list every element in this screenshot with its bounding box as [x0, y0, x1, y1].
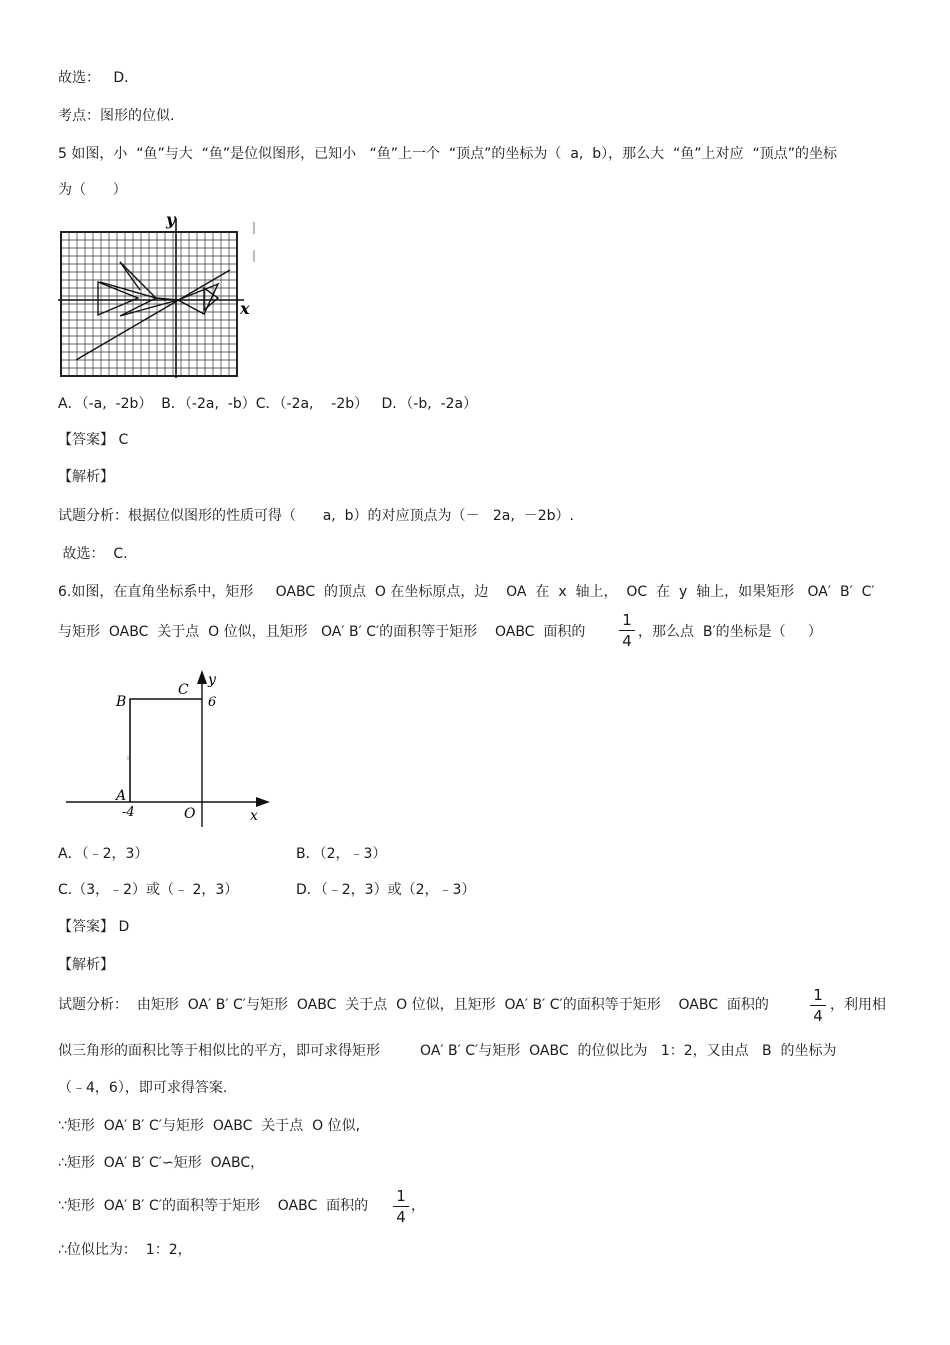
label-y: y [208, 672, 216, 688]
analysis-text: 试题分析：根据位似图形的性质可得（ a, b）的对应顶点为（－ 2a, －2b）. [58, 508, 574, 524]
analysis-text: ∵矩形 OA′ B′ C′的面积等于矩形 OABC 面积的 [58, 1198, 369, 1214]
fraction-denominator: 4 [622, 632, 632, 650]
analysis-text: ， [411, 1198, 425, 1214]
answer-label: 【答案】 C [58, 432, 129, 448]
label-C: C [178, 682, 189, 698]
analysis-text: ∵矩形 OA′ B′ C′与矩形 OABC 关于点 O 位似, [58, 1118, 361, 1134]
selection-text: 故选： C. [58, 546, 128, 562]
question-5-stem: 为（ ） [58, 182, 127, 198]
label-6: 6 [208, 695, 217, 710]
analysis-label: 【解析】 [58, 957, 114, 973]
analysis-text: （﹣4，6），即可求得答案. [58, 1080, 228, 1096]
analysis-text: ，利用相 [830, 997, 886, 1013]
fraction-numerator: 1 [622, 611, 632, 629]
text-line: 故选： D． [58, 70, 139, 86]
question-6-stem: ，那么点 B′的坐标是（ ） [638, 624, 822, 640]
question-5-stem: 5 如图，小 “鱼”与大 “鱼”是位似图形，已知小 “鱼”上一个 “顶点”的坐标为（ a, b），那么大 “鱼”上对应 “顶点”的坐标 [58, 146, 837, 162]
fraction-denominator: 4 [813, 1007, 823, 1025]
answer-label: 【答案】 D [58, 919, 130, 935]
question-6-option-a: A．（﹣2，3） [58, 846, 149, 862]
question-6-stem: 与矩形 OABC 关于点 O 位似，且矩形 OA′ B′ C′的面积等于矩形 OABC 面积的 [58, 624, 586, 640]
question-6-option-c: C.（3，﹣2）或（﹣ 2，3） [58, 882, 239, 898]
label-A: A [116, 788, 127, 804]
analysis-label: 【解析】 [58, 469, 114, 485]
y-axis-label: y [166, 210, 176, 229]
fish-figure [58, 210, 258, 380]
fraction-one-quarter [619, 611, 635, 650]
fraction-numerator: 1 [396, 1187, 406, 1205]
label-x: x [250, 808, 258, 824]
analysis-text: 似三角形的面积比等于相似比的平方，即可求得矩形 OA′ B′ C′与矩形 OABC 的位似比为 1：2，又由点 B 的坐标为 [58, 1043, 837, 1059]
question-6-option-d: D．（﹣2，3）或（2，﹣3） [296, 882, 476, 898]
question-6-option-b: B．（2，﹣3） [296, 846, 387, 862]
analysis-text: 试题分析： 由矩形 OA′ B′ C′与矩形 OABC 关于点 O 位似，且矩形 OA′ B′ C′的面积等于矩形 OABC 面积的 [58, 997, 769, 1013]
fraction-one-quarter [393, 1187, 409, 1226]
label-B: B [116, 694, 127, 710]
question-5-options: A．（-a, -2b） B．（-2a, -b）C．（-2a, -2b） D．（-b, -2a） [58, 396, 478, 412]
label-O: O [184, 806, 196, 822]
analysis-text: ∴位似比为： 1：2， [58, 1242, 192, 1258]
rectangle-figure [58, 664, 288, 834]
fraction-one-quarter [810, 986, 826, 1025]
label-minus-4: -4 [122, 805, 135, 820]
text-line: 考点：图形的位似. [58, 108, 175, 124]
question-6-stem: 6.如图，在直角坐标系中，矩形 OABC 的顶点 O 在坐标原点，边 OA 在 x 轴上， OC 在 y 轴上，如果矩形 OA′ B′ C′ [58, 584, 875, 600]
analysis-text: ∴矩形 OA′ B′ C′∽矩形 OABC， [58, 1155, 265, 1171]
fraction-numerator: 1 [813, 986, 823, 1004]
fraction-denominator: 4 [396, 1208, 406, 1226]
x-axis-label: x [240, 299, 250, 318]
